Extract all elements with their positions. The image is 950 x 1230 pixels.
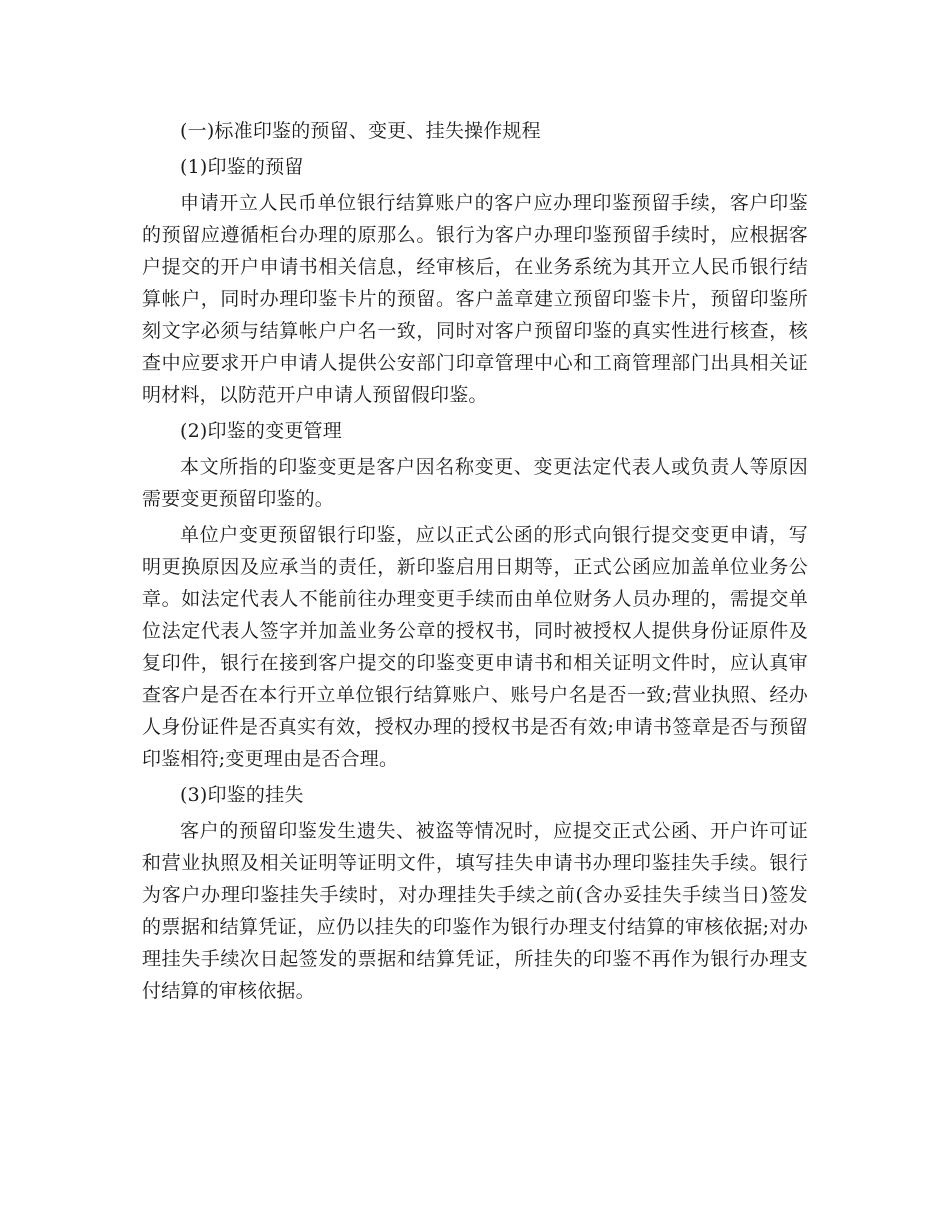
document-body — [142, 115, 808, 1011]
section-heading: (一)标准印鉴的预留、变更、挂失操作规程 — [180, 120, 541, 142]
subsection-heading-change: (2)印鉴的变更管理 — [180, 420, 342, 442]
paragraph-change-procedure: 单位户变更预留银行印鉴，应以正式公函的形式向银行提交变更申请，写明更换原因及应承当的责任，新印鉴启用日期等，正式公函应加盖单位业务公章。如法定代表人不能前往办理变更手续而由单位财务人员办理的，需提交单位法定代表人签字并加盖业务公章的授权书，同时被授权人提供身份证原件及复印件，银行在接到客户提交的印鉴变更申请书和相关证明文件时，应认真审查客户是否在本行开立单位银行结算账户、账号户名是否一致;营业执照、经办人身份证件是否真实有效，授权办理的授权书是否有效;申请书签章是否与预留印鉴相符;变更理由是否合理。 — [142, 524, 808, 770]
paragraph-reservation: 申请开立人民币单位银行结算账户的客户应办理印鉴预留手续，客户印鉴的预留应遵循柜台办理的原那么。银行为客户办理印鉴预留手续时，应根据客户提交的开户申请书相关信息，经审核后，在业务系统为其开立人民币银行结算帐户，同时办理印鉴卡片的预留。客户盖章建立预留印鉴卡片，预留印鉴所刻文字必须与结算帐户户名一致，同时对客户预留印鉴的真实性进行核查，核查中应要求开户申请人提供公安部门印章管理中心和工商管理部门出具相关证明材料，以防范开户申请人预留假印鉴。 — [142, 192, 808, 406]
subsection-heading-loss: (3)印鉴的挂失 — [180, 784, 304, 806]
paragraph-change-definition: 本文所指的印鉴变更是客户因名称变更、变更法定代表人或负责人等原因需要变更预留印鉴的。 — [142, 456, 808, 510]
paragraph-loss: 客户的预留印鉴发生遗失、被盗等情况时，应提交正式公函、开户许可证和营业执照及相关证明等证明文件，填写挂失申请书办理印鉴挂失手续。银行为客户办理印鉴挂失手续时，对办理挂失手续之前(含办妥挂失手续当日)签发的票据和结算凭证，应仍以挂失的印鉴作为银行办理支付结算的审核依据;对办理挂失手续次日起签发的票据和结算凭证，所挂失的印鉴不再作为银行办理支付结算的审核依据。 — [142, 820, 808, 1002]
subsection-heading-reservation: (1)印鉴的预留 — [180, 156, 304, 178]
